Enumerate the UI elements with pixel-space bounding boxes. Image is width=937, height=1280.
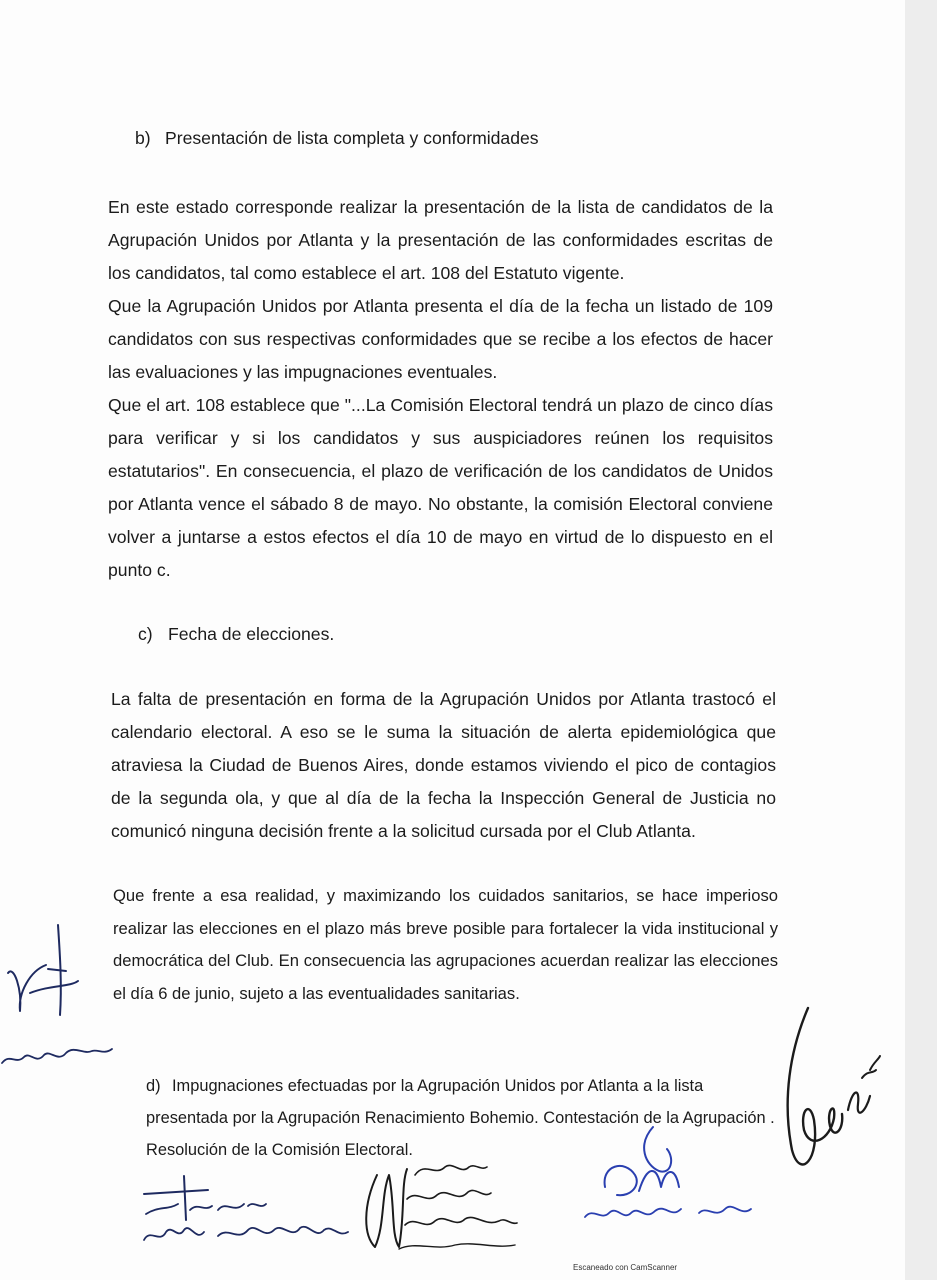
section-b-label: b) [135, 128, 151, 148]
section-c-paragraph-2: Que frente a esa realidad, y maximizando los cuidados sanitarios, se hace imperioso realizar las elecciones en el plazo más breve posible para fortalecer la vida institucional y democrática del Club. En consecuencia las agrupaciones acuerdan realizar las elecciones el día 6 de junio, sujeto a las eventualidades sanitarias. [113, 886, 778, 1003]
section-c-heading [138, 624, 334, 645]
section-c-paragraph: La falta de presentación en forma de la Agrupación Unidos por Atlanta trastocó el calendario electoral. A eso se le suma la situación de alerta epidemiológica que atraviesa la Ciudad de Buenos Aires, donde estamos viviendo el pico de contagios de la segunda ola, y que al día de la fecha la Inspección General de Justicia no comunicó ninguna decisión frente a la solicitud cursada por el Club Atlanta. [111, 689, 776, 842]
section-b-title: Presentación de lista completa y conformidades [165, 128, 539, 148]
section-b-paragraph-2: Que la Agrupación Unidos por Atlanta presenta el día de la fecha un listado de 109 candidatos con sus respectivas conformidades que se recibe a los efectos de hacer las evaluaciones y las impugnaciones eventuales. [108, 296, 773, 383]
section-c-title: Fecha de elecciones. [168, 624, 335, 644]
signature-gabriel-erico [575, 1125, 775, 1235]
section-d-text: Impugnaciones efectuadas por la Agrupación Unidos por Atlanta a la lista presentada por la Agrupación Renacimiento Bohemio. Contestación de la Agrupación . Resolución de la Comisión Electoral. [146, 1077, 775, 1159]
section-c-label: c) [138, 624, 153, 644]
signature-renac-bohemio-1 [138, 1170, 358, 1255]
section-b-paragraph-3: Que el art. 108 establece que "...La Comisión Electoral tendrá un plazo de cinco días para verificar y si los candidatos y sus auspiciadores reúnen los requisitos estatutarios". En consecuencia, el plazo de verificación de los candidatos de Unidos por Atlanta vence el sábado 8 de mayo. No obstante, la comisión Electoral conviene volver a juntarse a estos efectos el día 10 de mayo en virtud de lo dispuesto en el punto c. [108, 395, 773, 581]
section-b-paragraph: En este estado corresponde realizar la presentación de la lista de candidatos de la Agrupación Unidos por Atlanta y la presentación de las conformidades escritas de los candidatos, tal como establece el art. 108 del Estatuto vigente. [108, 197, 773, 284]
page-edge [905, 0, 937, 1280]
right-margin-signature [770, 1000, 890, 1190]
left-margin-signature [0, 915, 130, 1075]
section-d-label: d) [146, 1077, 161, 1095]
scanner-footer: Escaneado con CamScanner [573, 1263, 678, 1272]
section-b-heading [135, 128, 539, 149]
signature-renac-bohemio-2 [355, 1155, 525, 1255]
